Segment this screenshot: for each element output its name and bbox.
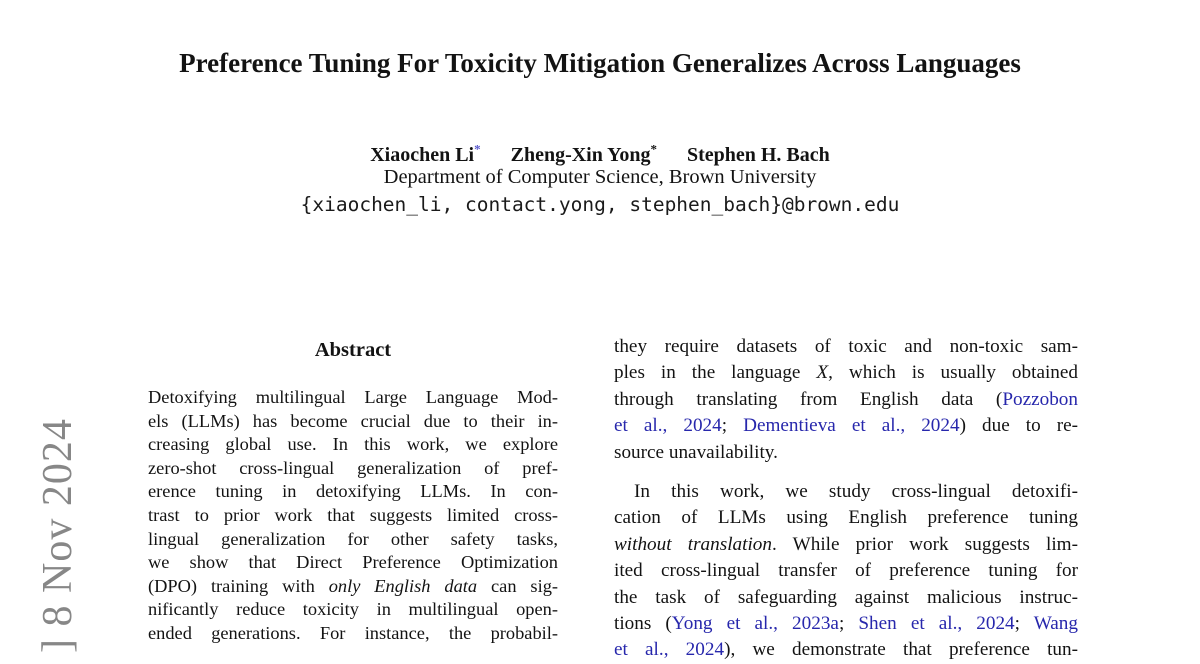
text-segment: Detoxifying multilingual Large Language Mod- (148, 387, 558, 407)
text-segment: tions ( (614, 613, 672, 635)
text-line (614, 334, 1078, 360)
authors-line (0, 136, 1200, 168)
author (687, 144, 830, 166)
citation-link[interactable]: et al., 2024 (614, 639, 725, 661)
text-line (614, 440, 1078, 466)
text-line (148, 528, 558, 552)
author (370, 141, 481, 166)
text-segment: els (LLMs) has become crucial due to their in- (148, 410, 558, 431)
text-segment: ples in the language (614, 362, 817, 384)
text-line (148, 410, 558, 434)
text-line (614, 637, 1078, 663)
italic-text: without translation (614, 533, 772, 555)
italic-text: only English data (328, 575, 478, 596)
text-segment: zero-shot cross-lingual generalization of pref- (148, 457, 558, 478)
text-segment: cation of LLMs using English preference tuning (614, 507, 1078, 529)
abstract-heading: Abstract (314, 339, 392, 361)
text-segment: . While prior work suggests lim- (771, 533, 1078, 555)
text-segment: ited cross-lingual transfer of preference tuning for (614, 560, 1078, 582)
left-column (148, 337, 558, 646)
text-line (148, 598, 558, 622)
text-segment: (DPO) training with (148, 575, 329, 596)
text-segment: creasing global use. In this work, we explore (148, 434, 558, 455)
text-segment: the task of safeguarding against malicious instruc- (614, 586, 1078, 608)
text-line (148, 386, 558, 410)
author-name: Zheng-Xin Yong (510, 143, 651, 166)
text-segment: trast to prior work that suggests limited cross- (148, 504, 558, 525)
text-segment: ; (1014, 613, 1034, 635)
text-segment: ; (838, 613, 859, 635)
text-line (148, 433, 558, 457)
text-segment: ) due to re- (959, 415, 1078, 437)
text-segment: we show that Direct Preference Optimization (148, 552, 558, 573)
text-line (148, 504, 558, 528)
text-segment: ), we demonstrate that preference tun- (724, 639, 1078, 661)
text-line (614, 505, 1078, 531)
text-segment: ended generations. For instance, the probabil- (148, 622, 558, 643)
text-segment: can sig- (477, 575, 559, 596)
italic-text: X (816, 362, 829, 384)
text-line (614, 558, 1078, 584)
text-segment: nificantly reduce toxicity in multilingual open- (148, 599, 558, 620)
email-line: {xiaochen_li, contact.yong, stephen_bach}@brown.edu (300, 193, 900, 216)
text-line (148, 575, 558, 599)
paragraph (614, 479, 1078, 664)
citation-link[interactable]: Yong et al., 2023a (671, 613, 839, 635)
author (510, 141, 657, 166)
right-column (614, 334, 1078, 664)
citation-link[interactable]: Shen et al., 2024 (858, 613, 1015, 635)
text-line (614, 413, 1078, 439)
paragraph (614, 334, 1078, 466)
text-segment: In this work, we study cross-lingual detoxifi- (634, 481, 1078, 503)
author-name: Xiaochen Li (370, 143, 475, 166)
text-line (614, 479, 1078, 505)
text-line (614, 611, 1078, 637)
paper-title: Preference Tuning For Toxicity Mitigation Generalizes Across Languages (179, 48, 1021, 78)
text-line (148, 551, 558, 575)
text-line (148, 457, 558, 481)
text-line (614, 360, 1078, 386)
text-line (148, 480, 558, 504)
text-line (614, 532, 1078, 558)
text-segment: source unavailability. (614, 441, 778, 463)
citation-link[interactable]: Dementieva et al., 2024 (743, 415, 960, 437)
text-segment: , which is usually obtained (828, 362, 1078, 384)
text-segment: ; (721, 415, 744, 437)
citation-link[interactable]: et al., 2024 (614, 415, 722, 437)
text-segment: lingual generalization for other safety tasks, (148, 528, 558, 549)
footnote-marker[interactable]: * (474, 141, 481, 156)
text-segment: they require datasets of toxic and non-toxic sam- (614, 336, 1078, 357)
arxiv-watermark: ] 8 Nov 2024 (35, 418, 81, 653)
author-name: Stephen H. Bach (686, 143, 830, 166)
abstract-text (148, 386, 558, 646)
text-segment: through translating from English data ( (614, 388, 1003, 410)
footnote-marker: * (650, 141, 657, 156)
text-segment: erence tuning in detoxifying LLMs. In con- (148, 481, 558, 502)
text-line (614, 585, 1078, 611)
citation-link[interactable]: Wang (1033, 613, 1078, 635)
citation-link[interactable]: Pozzobon (1002, 388, 1078, 410)
text-line (614, 387, 1078, 413)
affiliation: Department of Computer Science, Brown University (383, 166, 817, 188)
text-line (148, 622, 558, 646)
